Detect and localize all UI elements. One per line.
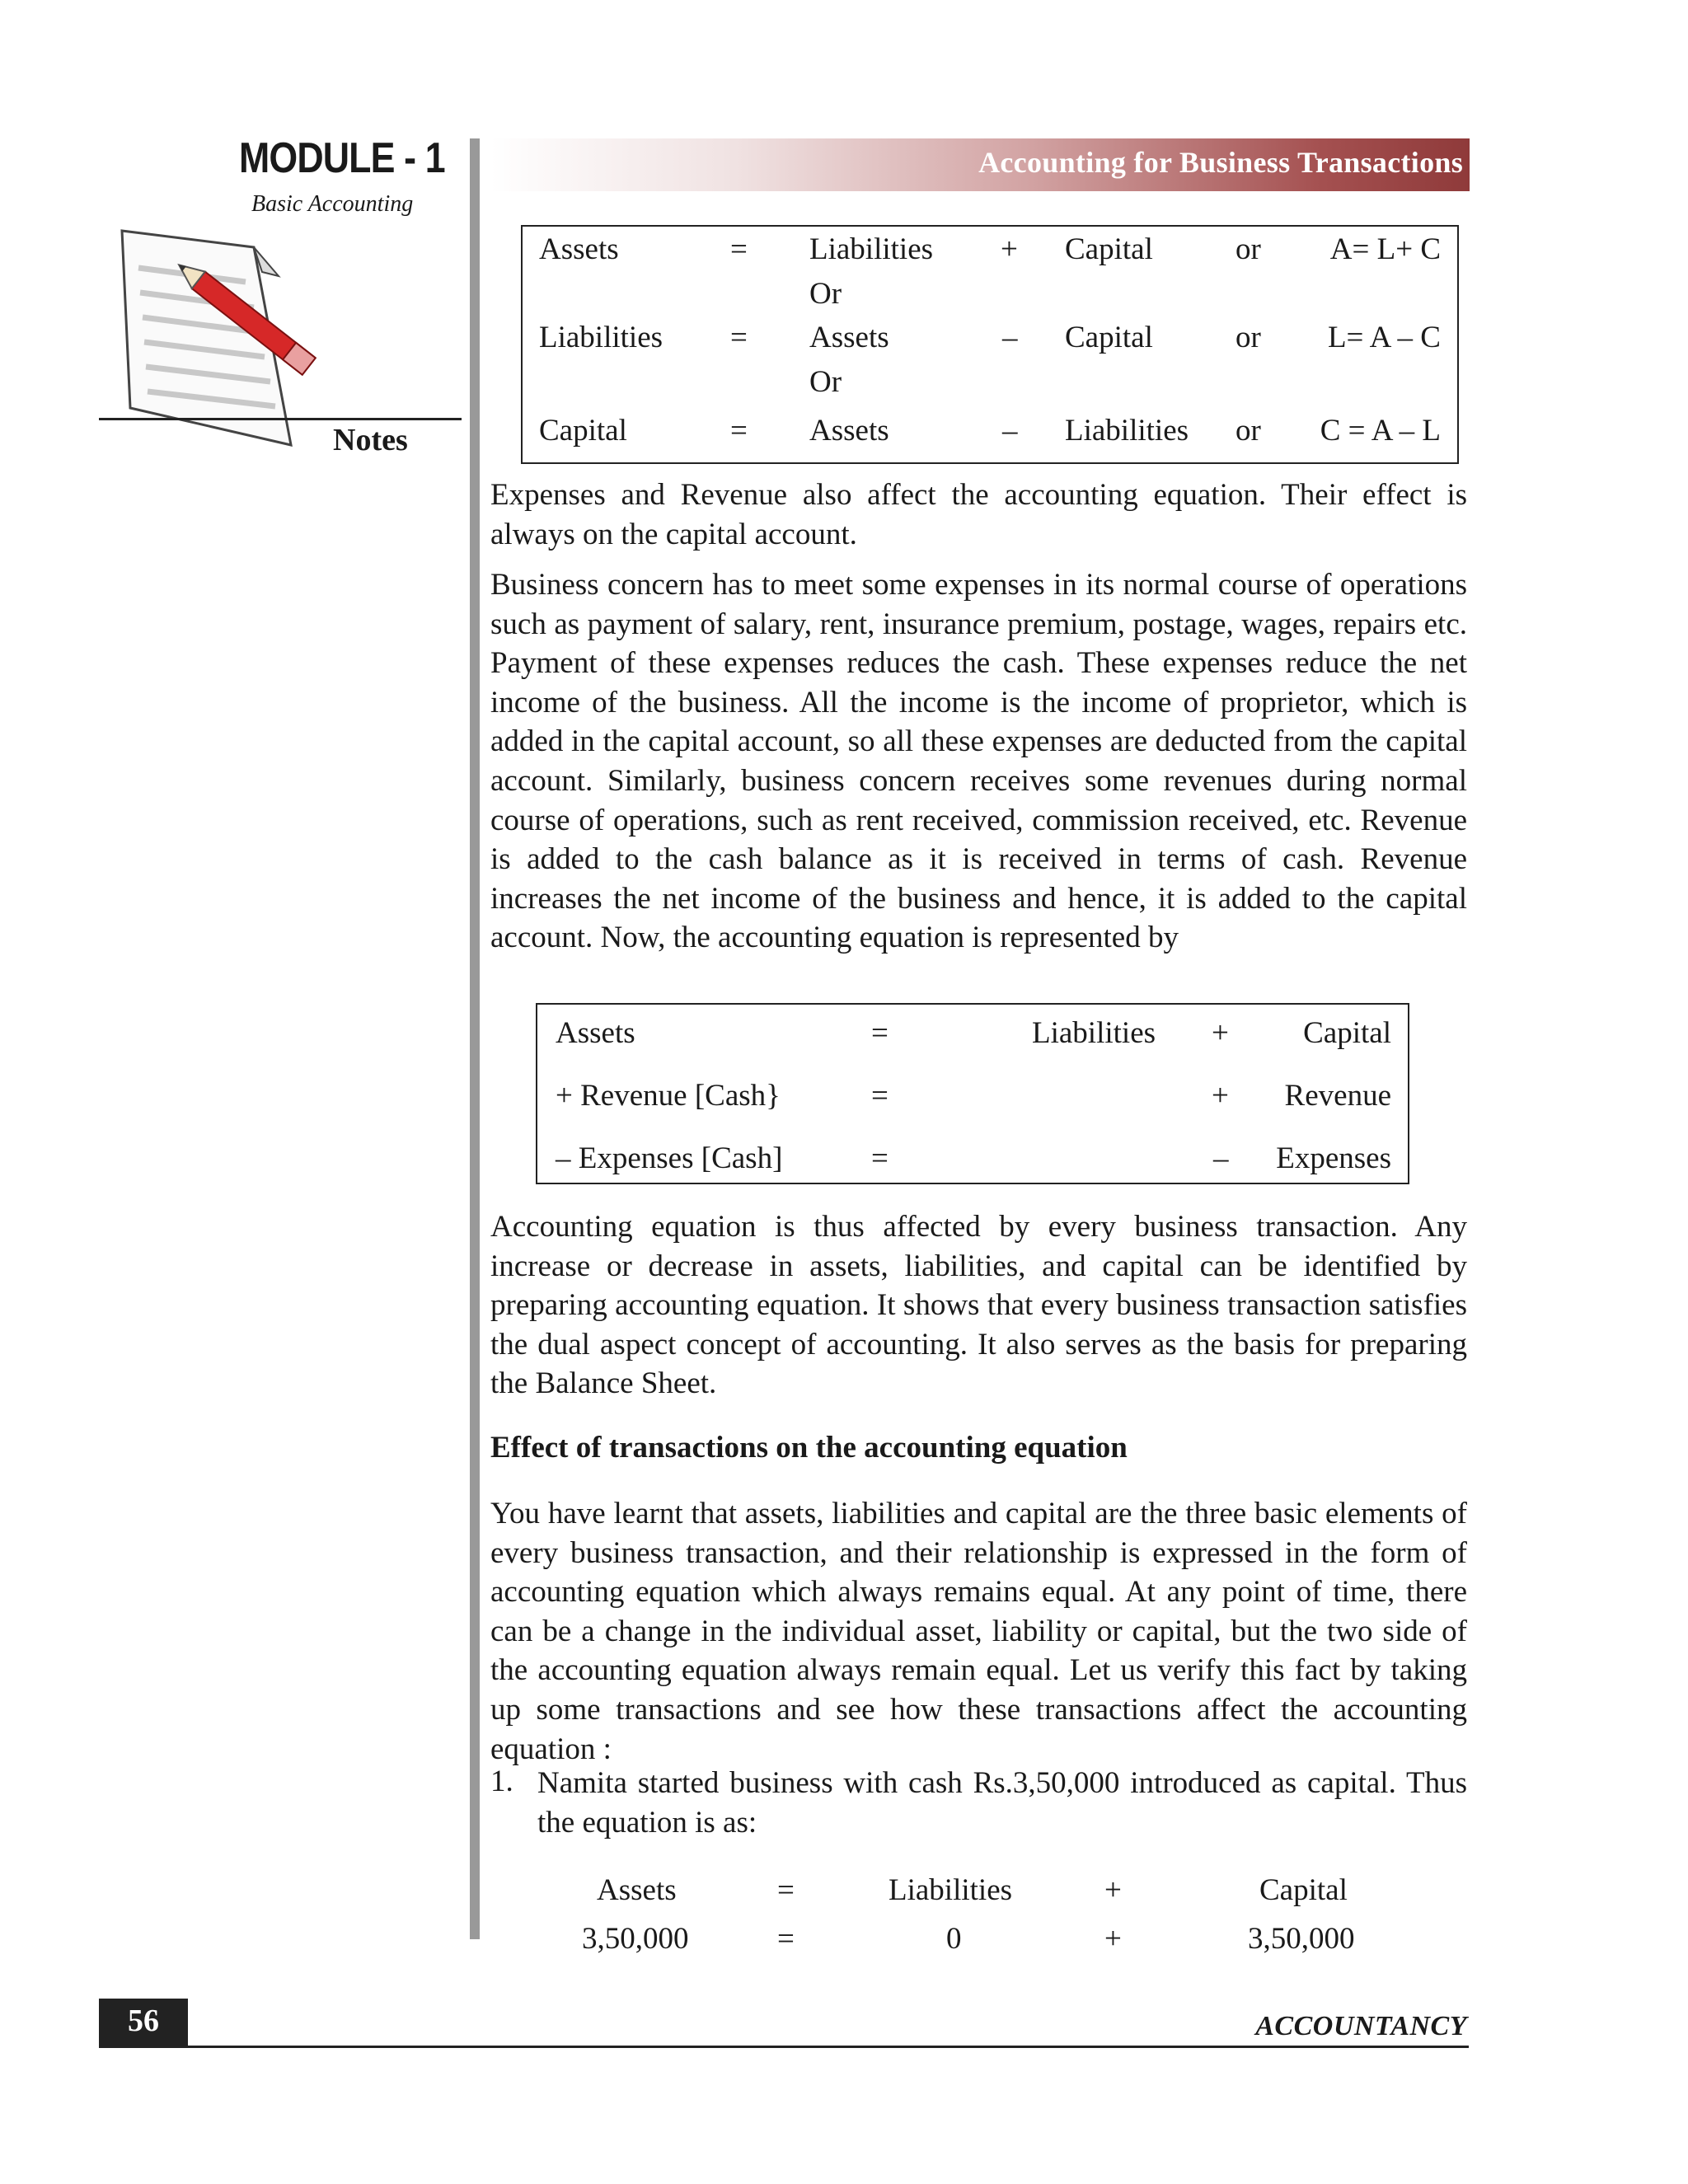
item1-header-plus: +	[1104, 1873, 1122, 1907]
module-subtitle: Basic Accounting	[251, 191, 414, 217]
notes-label: Notes	[333, 423, 408, 457]
row3-left: – Expenses [Cash]	[556, 1141, 783, 1175]
eq2-or: or	[1236, 321, 1261, 354]
eq3-a: Assets	[809, 414, 889, 448]
eq1-b: Capital	[1065, 232, 1153, 266]
eq1-a: Liabilities	[809, 232, 934, 266]
row1-equals: =	[871, 1016, 889, 1050]
eq2-op: –	[1002, 321, 1018, 354]
row1-op: +	[1212, 1016, 1229, 1050]
item1-value-assets: 3,50,000	[582, 1922, 689, 1956]
row3-equals: =	[871, 1141, 889, 1175]
eq3-equals: =	[730, 414, 748, 448]
row2-equals: =	[871, 1079, 889, 1113]
accounting-equation-box	[521, 225, 1459, 464]
paragraph-expenses-revenue: Expenses and Revenue also affect the accounting equation. Their effect is always on the capital account.	[490, 478, 1467, 551]
eq-connector-or: Or	[809, 277, 842, 311]
eq2-formula: L= A – C	[1327, 321, 1441, 354]
item1-value-liabilities: 0	[946, 1922, 962, 1956]
item1-header-capital: Capital	[1259, 1873, 1348, 1907]
row1-left: Assets	[556, 1016, 635, 1050]
eq2-left: Liabilities	[539, 321, 663, 354]
item1-header-liabilities: Liabilities	[889, 1873, 1013, 1907]
page-number: 56	[128, 2004, 159, 2038]
list-item-number: 1.	[490, 1765, 513, 1798]
notes-divider	[99, 418, 462, 420]
footer-rule	[99, 2046, 1469, 2048]
row2-op: +	[1212, 1079, 1229, 1113]
paragraph-equation-affected: Accounting equation is thus affected by every business transaction. Any increase or decrease in assets, liabilities, and capital can be identified by preparing accounting equation. It shows that every business transaction satisfies the dual aspect concept of accounting. It also serves as the basis for preparing the Balance Sheet.	[490, 1210, 1467, 1401]
list-item-text: Namita started business with cash Rs.3,50,000 introduced as capital. Thus the equation is as:	[537, 1766, 1467, 1840]
item1-value-plus: +	[1104, 1922, 1122, 1956]
eq3-op: –	[1002, 414, 1018, 448]
expanded-equation-box	[536, 1003, 1409, 1184]
eq1-left: Assets	[539, 232, 619, 266]
eq2-a: Assets	[809, 321, 889, 354]
eq2-equals: =	[730, 321, 748, 354]
paragraph-business-expenses: Business concern has to meet some expenses in its normal course of operations such as payment of salary, rent, insurance premium, postage, wages, repairs etc. Payment of these expenses reduces the cash. These expenses reduce the net income of the business. All the income is the income of proprietor, which is added in the capital account, so all these expenses are deducted from the capital account. Similarly, business concern receives some revenues during normal course of operations, such as rent received, commission received, etc. Revenue is added to the cash balance as it is received in terms of cash. Revenue increases the net income of the business and hence, it is added to the capital account. Now, the accounting equation is represented by	[490, 568, 1467, 955]
eq3-or: or	[1236, 414, 1261, 448]
eq3-b: Liabilities	[1065, 414, 1189, 448]
margin-bar	[470, 138, 480, 1939]
chapter-title: Accounting for Business Transactions	[978, 146, 1463, 179]
footer-subject-label: ACCOUNTANCY	[1255, 2011, 1467, 2041]
row3-right: Expenses	[1276, 1141, 1391, 1175]
eq1-formula: A= L+ C	[1329, 232, 1441, 266]
item1-value-capital: 3,50,000	[1248, 1922, 1355, 1956]
eq3-formula: C = A – L	[1320, 414, 1441, 448]
row3-op: –	[1213, 1141, 1229, 1175]
item1-value-equals: =	[777, 1922, 795, 1956]
eq1-op: +	[1001, 232, 1018, 266]
row2-right: Revenue	[1284, 1079, 1391, 1113]
row2-left: + Revenue [Cash}	[556, 1079, 781, 1113]
eq3-left: Capital	[539, 414, 627, 448]
item1-header-equals: =	[777, 1873, 795, 1907]
chapter-header-band	[490, 138, 1470, 191]
eq-connector-or: Or	[809, 365, 842, 399]
page-number-box	[99, 1999, 188, 2046]
row1-right: Capital	[1303, 1016, 1391, 1050]
eq1-or: or	[1236, 232, 1261, 266]
eq1-equals: =	[730, 232, 748, 266]
section-heading: Effect of transactions on the accounting equation	[490, 1431, 1128, 1465]
paragraph-basic-elements: You have learnt that assets, liabilities and capital are the three basic elements of every business transaction, and their relationship is expressed in the form of accounting equation which always remains equal. At any point of time, there can be a change in the individual asset, liability or capital, but the two side of the accounting equation always remain equal. Let us verify this fact by taking up some transactions and see how these transactions affect the accounting equation :	[490, 1497, 1467, 1766]
item1-header-assets: Assets	[597, 1873, 677, 1907]
module-title: MODULE - 1	[239, 134, 445, 182]
eq2-b: Capital	[1065, 321, 1153, 354]
row1-mid: Liabilities	[1032, 1016, 1156, 1050]
